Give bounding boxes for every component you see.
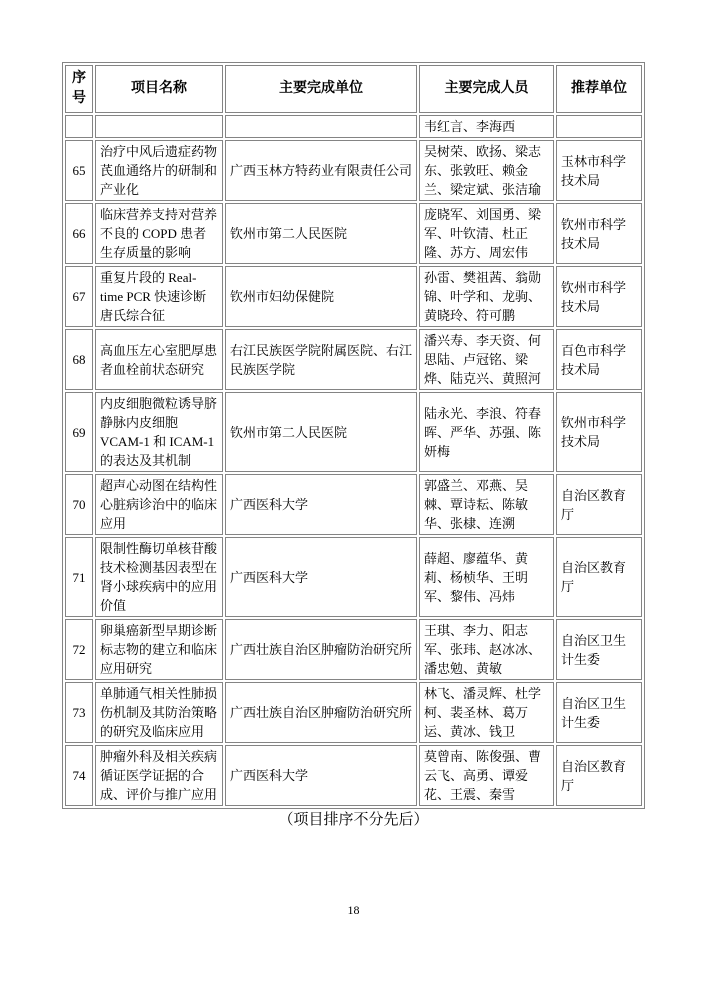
project-no-cell — [65, 115, 93, 138]
table-row — [65, 392, 642, 472]
header-cell-recommender: 推荐单位 — [556, 65, 642, 113]
recommender-cell: 自治区教育厅 — [556, 474, 642, 535]
recommender-cell: 自治区教育厅 — [556, 745, 642, 806]
people-cell: 庞晓军、刘国勇、梁军、叶钦清、杜正隆、苏方、周宏伟 — [419, 203, 554, 264]
recommender-cell: 自治区教育厅 — [556, 537, 642, 617]
project-no-cell: 72 — [65, 619, 93, 680]
org-cell: 广西医科大学 — [225, 745, 417, 806]
org-cell: 右江民族医学院附属医院、右江民族医学院 — [225, 329, 417, 390]
project-no-cell: 73 — [65, 682, 93, 743]
table-row — [65, 474, 642, 535]
people-cell: 吴树荣、欧扬、梁志东、张敦旺、赖金兰、梁定斌、张洁瑜 — [419, 140, 554, 201]
table-row — [65, 745, 642, 806]
project-name-cell: 治疗中风后遗症药物芪血通络片的研制和产业化 — [95, 140, 223, 201]
people-cell: 林飞、潘灵辉、杜学柯、裴圣林、葛万运、黄冰、钱卫 — [419, 682, 554, 743]
table-row — [65, 619, 642, 680]
header-cell-no: 序号 — [65, 65, 93, 113]
project-name-cell: 高血压左心室肥厚患者血栓前状态研究 — [95, 329, 223, 390]
header-row — [65, 65, 642, 113]
recommender-cell: 百色市科学技术局 — [556, 329, 642, 390]
recommender-cell: 钦州市科学技术局 — [556, 203, 642, 264]
people-cell: 陆永光、李浪、符春晖、严华、苏强、陈妍梅 — [419, 392, 554, 472]
project-name-cell: 临床营养支持对营养不良的 COPD 患者生存质量的影响 — [95, 203, 223, 264]
recommender-cell — [556, 115, 642, 138]
project-no-cell: 68 — [65, 329, 93, 390]
project-name-cell — [95, 115, 223, 138]
recommender-cell: 玉林市科学技术局 — [556, 140, 642, 201]
table-row — [65, 140, 642, 201]
recommender-cell: 自治区卫生计生委 — [556, 682, 642, 743]
project-name-cell: 卵巢癌新型早期诊断标志物的建立和临床应用研究 — [95, 619, 223, 680]
people-cell: 潘兴寿、李天资、何思陆、卢冠铭、梁烨、陆克兴、黄照河 — [419, 329, 554, 390]
table-row — [65, 682, 642, 743]
org-cell: 广西玉林方特药业有限责任公司 — [225, 140, 417, 201]
org-cell: 钦州市第二人民医院 — [225, 203, 417, 264]
people-cell: 王琪、李力、阳志军、张玮、赵冰冰、潘忠勉、黄敏 — [419, 619, 554, 680]
project-no-cell: 70 — [65, 474, 93, 535]
people-cell: 郭盛兰、邓燕、吴棘、覃诗耘、陈敏华、张棣、连溯 — [419, 474, 554, 535]
org-cell: 钦州市妇幼保健院 — [225, 266, 417, 327]
project-name-cell: 重复片段的 Real-time PCR 快速诊断唐氏综合征 — [95, 266, 223, 327]
org-cell: 广西壮族自治区肿瘤防治研究所 — [225, 682, 417, 743]
table-row — [65, 537, 642, 617]
project-name-cell: 肿瘤外科及相关疾病循证医学证据的合成、评价与推广应用 — [95, 745, 223, 806]
project-no-cell: 67 — [65, 266, 93, 327]
project-no-cell: 66 — [65, 203, 93, 264]
org-cell — [225, 115, 417, 138]
table-row-carryover — [65, 115, 642, 138]
project-no-cell: 69 — [65, 392, 93, 472]
table-row — [65, 329, 642, 390]
project-no-cell: 71 — [65, 537, 93, 617]
header-cell-people: 主要完成人员 — [419, 65, 554, 113]
org-cell: 广西医科大学 — [225, 474, 417, 535]
project-name-cell: 限制性酶切单核苷酸技术检测基因表型在肾小球疾病中的应用价值 — [95, 537, 223, 617]
project-no-cell: 74 — [65, 745, 93, 806]
recommender-cell: 自治区卫生计生委 — [556, 619, 642, 680]
org-cell: 广西壮族自治区肿瘤防治研究所 — [225, 619, 417, 680]
org-cell: 钦州市第二人民医院 — [225, 392, 417, 472]
org-cell: 广西医科大学 — [225, 537, 417, 617]
project-name-cell: 单肺通气相关性肺损伤机制及其防治策略的研究及临床应用 — [95, 682, 223, 743]
project-name-cell: 内皮细胞微粒诱导脐静脉内皮细胞 VCAM-1 和 ICAM-1 的表达及其机制 — [95, 392, 223, 472]
people-cell: 莫曾南、陈俊强、曹云飞、高勇、谭爱花、王震、秦雪 — [419, 745, 554, 806]
project-no-cell: 65 — [65, 140, 93, 201]
people-cell: 韦红言、李海西 — [419, 115, 554, 138]
recommender-cell: 钦州市科学技术局 — [556, 392, 642, 472]
recommender-cell: 钦州市科学技术局 — [556, 266, 642, 327]
projects-table — [62, 62, 645, 809]
project-name-cell: 超声心动图在结构性心脏病诊治中的临床应用 — [95, 474, 223, 535]
people-cell: 薛超、廖蕴华、黄莉、杨桢华、王明军、黎伟、冯炜 — [419, 537, 554, 617]
table-row — [65, 266, 642, 327]
header-cell-project-name: 项目名称 — [95, 65, 223, 113]
header-cell-org: 主要完成单位 — [225, 65, 417, 113]
people-cell: 孙雷、樊祖茜、翁勋锦、叶学和、龙驹、黄晓玲、符可鹏 — [419, 266, 554, 327]
page-number: 18 — [347, 903, 360, 917]
table-row — [65, 203, 642, 264]
sort-note: （项目排序不分先后） — [278, 812, 429, 828]
